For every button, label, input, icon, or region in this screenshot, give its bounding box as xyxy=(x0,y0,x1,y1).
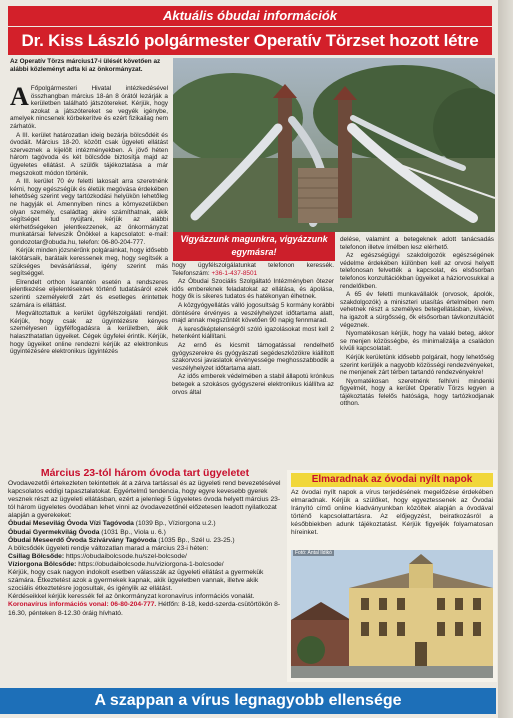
paragraph: Kérdéseikkel kérjük keressék fel az önkormányzat koronavírus információs vonalát. Koronavírus információs vonal: 06-80-204-777. Hétfőn: 8-18, kedd-szerda-csütörtökön 8-16.30, pénteken 8-12.30 óráig hívható. xyxy=(8,593,281,617)
building-photo xyxy=(291,550,493,678)
kindergarten-section-body xyxy=(8,480,283,680)
playground-photo xyxy=(173,58,495,232)
nursery-link[interactable]: https://obudaibolcsode.hu/szel-bolcsode/ xyxy=(64,552,187,560)
paragraph: Kérjük kerületünk idősebb polgárait, hogy lehetőség szerint kerüljék a nagyobb közösségi rendezvényeket, ne menjenek zárt térben tartandó rendezvényekre! xyxy=(340,353,494,377)
paragraph: Kérjük minden józsnérűnk polgárainkat, hogy idősebb lakótársaik, barátaik keressenek meg, hogy segítsék a szükséges bevásárlással, igény szerint más segítséggel. xyxy=(10,247,168,278)
list-item: Óbudai Mesevilág Óvoda Vízi Tagóvoda (1039 Bp., Víziorgona u.2.) xyxy=(8,520,216,528)
main-headline: Dr. Kiss László polgármester Operatív Törzset hozott létre xyxy=(8,27,492,55)
list-item: Víziorgona Bölcsőde: https://obudaibolcsode.hu/viziorgona-1-bolcsode/ xyxy=(8,560,224,568)
paragraph: Elrendelt orthon karantén esetén a rendszeres jelentkezése eljelentéseknek történő tudatásáról ezek szerinti személyekről zárt és esetleges érintettek számára is elláttást. xyxy=(10,278,168,309)
paragraph: A bölcsődék ügyeleti rendje változatlan marad a március 23-i héten: xyxy=(8,544,209,552)
phone-number: +36-1-437-8501 xyxy=(211,269,258,277)
photo-credit: Fotó: Antal Ildikó xyxy=(295,550,332,556)
paragraph: A III. kerület 70 év feletti lakosait arra szeretnénk kérni, hogy egészségük és életük megóvása érdekében lehetőség szerint vegy tartózkodási helyükön lehetőleg ne hagyják el. Amennyiben nincs a környezetükben olyan személy, családtag akire számíthatnak, akik segítséget tud nyújtani, kérjük az alábbi elérhetőségeken jelentkezzenek, az önkormányzat munkatársai felveszik Önökkel a kapcsolatot: e-mail: gondozotar@obuda.hu, telefon: 06-80-204-777. xyxy=(10,178,168,246)
article-column-3 xyxy=(340,236,494,460)
paragraph: A Főpolgármesteri Hivatal intézkedésével összhangban március 18-án 8 órától lezárják a kerületben található játszótereket. Kérjük, hogy azokat a játszótereket se vegyék igénybe, amelyek nincsenek körbekerítve és ezért fizikailag nem zárhatók. xyxy=(10,85,168,130)
paragraph: delése, valamint a betegeknek adott tanácsadás telefonon illetve ímélben lesz elérhető. xyxy=(340,236,494,251)
hotline-info: Koronavírus információs vonal: 06-80-204-777. xyxy=(8,601,157,609)
paragraph: A keresőképtelenségről szóló igazolásokat most kell 2 hetenként kiállítani. xyxy=(172,325,334,341)
paragraph: A 65 év feletti munkavállalók (orvosok, ápolók, szakdolgozók) a miniszteri utasítás értelmében nem vehetnek részt a személyes betegellátásban, kivéve, ha igazolt a sürgősség, ők elsősorban távkonzultációt végeznek. xyxy=(340,291,494,329)
paragraph: Megváltoztattuk a kerület ügyfélszolgálati rendjét. Kérjük, hogy csak az ügyintézésre kényes személyesen ügyfélfogadásra a kerületben, akik halaszthatatlan ügyeiket. Cégek ügyfelei érintik. Kérjük, hogy ügyeiket online rendezni kérjük az elektronikus ügyintézésére elektronikus ügyintézés xyxy=(10,310,168,356)
paragraph: Kérjük, hogy csak nagyon indokolt esetben válasszák az ügyeleti ellátást a gyermekük számára. Étkeztetést azok a gyermekek kapnak, akik ügyeletben vannak, illetve akik szociális étkeztetésre jogosultak, és igénylik az ellátást. xyxy=(8,569,264,593)
paragraph: Az Óbudai Szociális Szolgáltató Intézményben ötezer idős embereknek feladatokat az ellátása, és ápolása, hogy ők is sikeres tudatos és hatékonyan élhetnek. xyxy=(172,278,334,301)
paragraph: Az ernő és kicsmit támogatással rendelhető gyógyszerekre és gyógyászati segédeszközökre kiállított szakorvosi javaslatok érvényessége meghosszabbodik a veszélyhelyzet időtartama alatt. xyxy=(172,341,334,372)
photo-caption: Vigyázzunk magunkra, vigyázzunk egymásra! xyxy=(173,232,335,261)
paragraph: Az idős emberek védelmében a stabil állapotú krónikus betegek a szokásos gyógyszerei elektronikus kiállítva az orvos által xyxy=(172,373,334,396)
drop-cap: A xyxy=(10,85,29,111)
bottom-banner: A szappan a vírus legnagyobb ellensége xyxy=(0,688,496,714)
open-days-body: Az óvodai nyílt napok a vírus terjedésének megelőzése érdekében elmaradnak. Kérjük a szülőket, hogy egyeztessenek az Óvodai Irányító című online kiadványunkban közöltek alapján a óvodával történő kapcsolattartásra. Az előjegyzést, beiratkozásról a későbbiekben adunk tájékoztatást. Kérjük figyeljék folyamatosan híreinket. xyxy=(291,489,493,536)
building-illustration xyxy=(291,550,493,678)
list-item: Csillag Bölcsőde: https://obudaibolcsode.hu/szel-bolcsode/ xyxy=(8,552,187,560)
kindergarten-section-title: Március 23-tól három óvoda tart ügyeletet xyxy=(40,467,250,479)
paragraph: A közgyógyellátás válló jogosultság 5 kormány korábbi döntésére érvényes a veszélyhelyzet időtartama alatt, majd annak megszűntét követően 90 napig fennmarad. xyxy=(172,301,334,325)
list-item: Óbudai Gyermekvilág Óvoda (1031 Bp., Viola u. 6.) xyxy=(8,528,166,536)
paragraph: hogy ügyfélszolgálatunkat telefonon keressék. Telefonszám: +36-1-437-8501 xyxy=(172,262,334,277)
paragraph: A III. kerület határozatlan ideig bezárja bölcsődéit és óvodáit. Március 18-20. között csak ügyeleti ellátást szerveznek a kijelölt intézményekben. A jövő héten három tagóvoda és két bölcsőde biztosítja majd az ügyeletes ellátást. A szülők tájékoztatása a már megszokott módon történik. xyxy=(10,131,168,177)
page-edge xyxy=(498,0,513,718)
article-column-1 xyxy=(10,85,168,460)
article-lead: Az Operatív Törzs március17-i ülését követően az alábbi közleményt adta ki az önkormányzat. xyxy=(10,58,161,73)
paragraph: Óvodavezetői értekezleten tekintettek át a zárva tartással és az ügyeleti rend bevezetésével kapcsolatos eddigi tapasztalatokat. Egyértelmű tendencia, hogy egyre kevesebb gyerek vesznek részt az ügyeleti ellátásban, ezért a jelenlegi 5 ügyeletes óvoda helyett március 23-tól három ügyeletes óvodában lehet vinni az óvodavezetőnél előzetesen leadott nyilatkozat alapján a gyerekeket: xyxy=(8,480,281,520)
paragraph: Az egészségügyi szakdolgozók egészségének védelme érdekében különben kell az orvosi helyett telefonosan felvették a kapcsolat, és elsősorban telefonos konzultációkban ügyeiket a háziorvosukkal a rendelőkben. xyxy=(340,252,494,290)
open-days-title: Elmaradnak az óvodai nyílt napok xyxy=(291,473,493,487)
list-item: Óbudai Meseerdő Óvoda Szivárvány Tagóvoda (1035 Bp., Szél u. 23-25.) xyxy=(8,536,235,544)
nursery-link[interactable]: https://obudaibolcsode.hu/viziorgona-1-bolcsode/ xyxy=(76,560,224,568)
paragraph: Nyomatékosan szeretnénk felhívni mindenki figyelmét, hogy a kerület Operatív Törzs legyen a tájékoztatás felelős hatósága, hogy tartózkodjanak otthon. xyxy=(340,377,494,408)
paragraph: Nyomatékosan kérjük, hogy ha valaki beteg, akkor se menjen közösségbe, és minimalizálja a családon kívüli kapcsolatait. xyxy=(340,330,494,353)
playground-illustration xyxy=(173,58,495,232)
article-column-2 xyxy=(172,262,334,460)
section-kicker: Aktuális óbudai információk xyxy=(8,6,492,26)
